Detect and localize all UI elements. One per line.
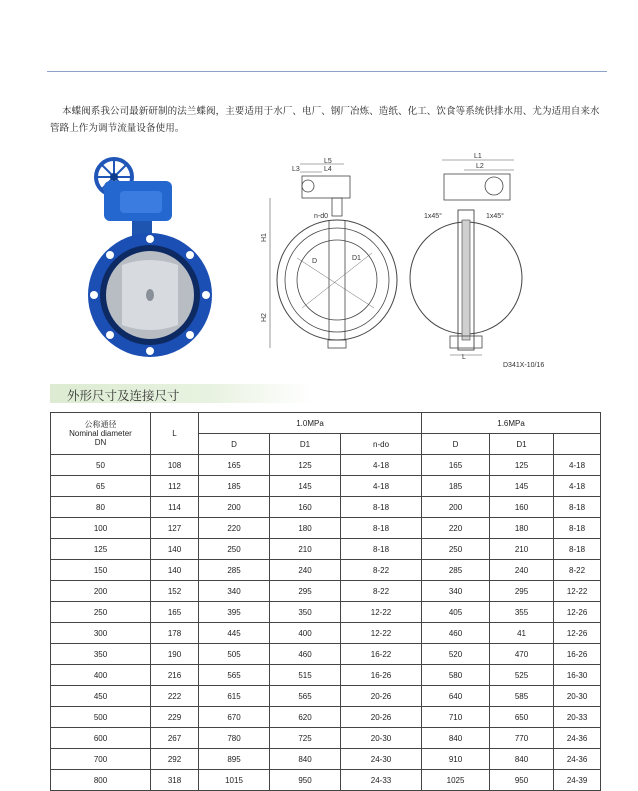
table-cell: 180 [270, 518, 341, 539]
table-cell: 220 [422, 518, 490, 539]
table-cell: 780 [199, 728, 270, 749]
table-cell: 470 [490, 644, 554, 665]
table-cell: 165 [422, 455, 490, 476]
table-cell: 200 [199, 497, 270, 518]
table-cell: 515 [270, 665, 341, 686]
table-cell: 840 [422, 728, 490, 749]
table-row [51, 476, 601, 497]
table-row [51, 728, 601, 749]
table-cell: 100 [51, 518, 151, 539]
table-cell: 840 [270, 749, 341, 770]
table-cell: 80 [51, 497, 151, 518]
table-cell: 250 [51, 602, 151, 623]
table-cell: 250 [422, 539, 490, 560]
table-cell: 8-18 [554, 518, 601, 539]
table-cell: 20-26 [341, 707, 422, 728]
table-cell: 4-18 [341, 476, 422, 497]
table-cell: 505 [199, 644, 270, 665]
table-cell: 108 [151, 455, 199, 476]
table-row [51, 497, 601, 518]
table-cell: 800 [51, 770, 151, 791]
table-cell: 165 [199, 455, 270, 476]
table-cell: 650 [490, 707, 554, 728]
table-cell: 20-26 [341, 686, 422, 707]
table-cell: 112 [151, 476, 199, 497]
dim-chamfer-right: 1x45° [486, 213, 504, 220]
table-cell: 240 [490, 560, 554, 581]
table-cell: 4-18 [554, 476, 601, 497]
table-cell: 150 [51, 560, 151, 581]
table-cell: 400 [51, 665, 151, 686]
table-cell: 520 [422, 644, 490, 665]
table-cell: 12-26 [554, 602, 601, 623]
table-cell: 405 [422, 602, 490, 623]
table-cell: 400 [270, 623, 341, 644]
table-cell: 210 [270, 539, 341, 560]
table-cell: 8-18 [554, 497, 601, 518]
table-cell: 160 [490, 497, 554, 518]
table-row [51, 539, 601, 560]
table-cell: 285 [199, 560, 270, 581]
header-d1-b: D1 [490, 434, 554, 455]
dim-nd0: n-d0 [314, 213, 329, 220]
header-ndo-b [554, 434, 601, 455]
table-cell: 895 [199, 749, 270, 770]
table-cell: 210 [490, 539, 554, 560]
table-cell: 65 [51, 476, 151, 497]
front-view-drawing [262, 158, 422, 358]
table-cell: 140 [151, 539, 199, 560]
table-cell: 300 [51, 623, 151, 644]
table-cell: 145 [270, 476, 341, 497]
table-cell: 190 [151, 644, 199, 665]
table-cell: 180 [490, 518, 554, 539]
header-pressure-2: 1.6MPa [422, 413, 601, 434]
table-cell: 267 [151, 728, 199, 749]
dimension-table [50, 412, 601, 791]
table-cell: 12-22 [341, 602, 422, 623]
table-row [51, 518, 601, 539]
table-cell: 285 [422, 560, 490, 581]
table-cell: 240 [270, 560, 341, 581]
dim-l2: L2 [476, 163, 484, 170]
table-cell: 8-18 [554, 539, 601, 560]
table-cell: 340 [422, 581, 490, 602]
table-cell: 200 [51, 581, 151, 602]
table-cell: 670 [199, 707, 270, 728]
dim-l1: L1 [474, 153, 482, 160]
table-cell: 20-33 [554, 707, 601, 728]
table-cell: 445 [199, 623, 270, 644]
table-cell: 165 [151, 602, 199, 623]
table-cell: 600 [51, 728, 151, 749]
table-cell: 220 [199, 518, 270, 539]
table-cell: 41 [490, 623, 554, 644]
table-cell: 16-26 [341, 665, 422, 686]
side-view-drawing [414, 150, 564, 360]
table-cell: 318 [151, 770, 199, 791]
table-cell: 114 [151, 497, 199, 518]
table-row [51, 686, 601, 707]
table-cell: 145 [490, 476, 554, 497]
table-cell: 565 [270, 686, 341, 707]
table-cell: 127 [151, 518, 199, 539]
table-cell: 125 [490, 455, 554, 476]
table-cell: 1015 [199, 770, 270, 791]
table-cell: 24-33 [341, 770, 422, 791]
table-cell: 565 [199, 665, 270, 686]
table-row [51, 581, 601, 602]
butterfly-valve-photo [82, 155, 222, 360]
table-cell: 200 [422, 497, 490, 518]
dimension-table-body [51, 455, 601, 791]
table-cell: 160 [270, 497, 341, 518]
table-row [51, 560, 601, 581]
table-cell: 12-22 [554, 581, 601, 602]
table-cell: 620 [270, 707, 341, 728]
header-d: D [199, 434, 270, 455]
table-row [51, 623, 601, 644]
table-cell: 140 [151, 560, 199, 581]
table-cell: 16-22 [341, 644, 422, 665]
table-row [51, 707, 601, 728]
table-cell: 340 [199, 581, 270, 602]
drawing-model-code: D341X-10/16 [503, 362, 545, 369]
table-cell: 229 [151, 707, 199, 728]
table-cell: 50 [51, 455, 151, 476]
table-cell: 295 [270, 581, 341, 602]
table-row [51, 455, 601, 476]
header-d-b: D [422, 434, 490, 455]
table-cell: 770 [490, 728, 554, 749]
table-cell: 840 [490, 749, 554, 770]
table-cell: 350 [270, 602, 341, 623]
dim-chamfer-left: 1x45° [424, 213, 442, 220]
table-cell: 24-36 [554, 749, 601, 770]
dim-l5: L5 [324, 158, 332, 165]
dim-l3: L3 [292, 166, 300, 173]
dim-h2: H2 [261, 313, 268, 322]
table-cell: 12-22 [341, 623, 422, 644]
table-cell: 8-18 [341, 497, 422, 518]
table-cell: 125 [51, 539, 151, 560]
header-pressure-1: 1.0MPa [199, 413, 422, 434]
dim-d1: D1 [352, 255, 361, 262]
table-cell: 12-26 [554, 623, 601, 644]
table-cell: 615 [199, 686, 270, 707]
table-cell: 725 [270, 728, 341, 749]
table-cell: 24-39 [554, 770, 601, 791]
table-cell: 910 [422, 749, 490, 770]
table-cell: 125 [270, 455, 341, 476]
dim-d: D [312, 258, 318, 265]
table-cell: 350 [51, 644, 151, 665]
table-cell: 16-26 [554, 644, 601, 665]
table-cell: 460 [270, 644, 341, 665]
top-divider-line [47, 71, 607, 72]
section-title: 外形尺寸及连接尺寸 [67, 388, 180, 403]
dim-l4: L4 [324, 166, 332, 173]
header-ndo: n-do [341, 434, 422, 455]
table-cell: 4-18 [554, 455, 601, 476]
table-cell: 20-30 [554, 686, 601, 707]
table-cell: 8-18 [341, 518, 422, 539]
table-cell: 710 [422, 707, 490, 728]
table-row [51, 602, 601, 623]
table-cell: 355 [490, 602, 554, 623]
table-cell: 525 [490, 665, 554, 686]
table-cell: 460 [422, 623, 490, 644]
table-cell: 8-22 [341, 581, 422, 602]
table-cell: 1025 [422, 770, 490, 791]
table-cell: 222 [151, 686, 199, 707]
table-cell: 292 [151, 749, 199, 770]
table-cell: 24-36 [554, 728, 601, 749]
table-cell: 16-30 [554, 665, 601, 686]
table-cell: 950 [490, 770, 554, 791]
table-cell: 8-22 [554, 560, 601, 581]
intro-paragraph: 本蝶阀系我公司最新研制的法兰蝶阀，主要适用于水厂、电厂、钢厂冶炼、造纸、化工、饮食等系统供排水用、尤为适用自来水管路上作为调节流量设备使用。 [50, 106, 600, 134]
header-l: L [151, 413, 199, 455]
table-cell: 8-22 [341, 560, 422, 581]
table-cell: 950 [270, 770, 341, 791]
table-row [51, 770, 601, 791]
table-cell: 8-18 [341, 539, 422, 560]
dim-h1: H1 [261, 233, 268, 242]
table-cell: 178 [151, 623, 199, 644]
table-cell: 20-30 [341, 728, 422, 749]
table-cell: 185 [422, 476, 490, 497]
table-cell: 152 [151, 581, 199, 602]
table-cell: 450 [51, 686, 151, 707]
table-cell: 700 [51, 749, 151, 770]
dim-l: L [462, 354, 466, 361]
table-cell: 185 [199, 476, 270, 497]
table-cell: 250 [199, 539, 270, 560]
table-cell: 295 [490, 581, 554, 602]
table-cell: 585 [490, 686, 554, 707]
table-cell: 24-30 [341, 749, 422, 770]
header-nominal-diameter: 公称通径 Nominal diameter DN [51, 413, 151, 455]
header-d1: D1 [270, 434, 341, 455]
table-cell: 580 [422, 665, 490, 686]
table-cell: 216 [151, 665, 199, 686]
table-cell: 640 [422, 686, 490, 707]
table-row [51, 644, 601, 665]
table-cell: 395 [199, 602, 270, 623]
table-cell: 500 [51, 707, 151, 728]
table-cell: 4-18 [341, 455, 422, 476]
table-row [51, 665, 601, 686]
table-row [51, 749, 601, 770]
